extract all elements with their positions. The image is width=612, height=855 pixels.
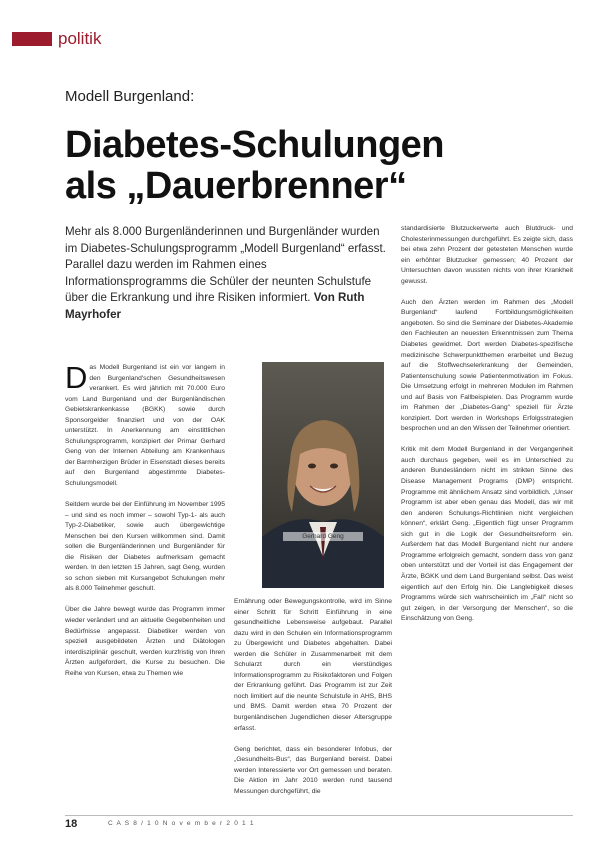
page-number: 18 bbox=[65, 818, 78, 830]
rubric-color-bar bbox=[12, 32, 52, 46]
photo-caption: Gerhard Geng bbox=[283, 532, 363, 541]
headline-line-1: Diabetes-Schulungen bbox=[65, 124, 444, 166]
body-paragraph: Seitdem wurde bei der Einführung im November 1995 – und sind es noch immer – sowohl Typ-1- als auch Typ-2-Diabetiker, sowie auch übergewichtige Menschen bei den Kursen willkommen sind. Damit sollen die Burgenländerinnen und Burgenländer für die Risiken der Diabetes aufmerksam gemacht werden. In den letzten 15 Jahren, sagt Geng, wurden so schon sieben mit Kursangebot Schulungen mehr als 8.000 Teilnehmer geschult. bbox=[65, 501, 225, 593]
article-kicker: Modell Burgenland: bbox=[65, 88, 195, 105]
article-headline bbox=[65, 125, 535, 207]
body-paragraph bbox=[65, 360, 225, 490]
body-column-right bbox=[401, 224, 573, 625]
body-paragraph: Geng berichtet, dass ein besonderer Infobus, der „Gesundheits-Bus“, das Burgenland bereist. Dabei werden Interessierte vor Ort gemessen und beraten. Die Aktion im Jahr 2010 werden rund tausend Messungen durchgeführt, die bbox=[234, 745, 392, 795]
rubric-label: politik bbox=[58, 29, 102, 48]
drop-cap: D bbox=[65, 360, 88, 395]
footer-divider bbox=[65, 815, 573, 816]
body-paragraph: Ernährung oder Bewegungskontrolle, wird im Sinne einer Schritt für Schritt Einführung in eine gesundheitliche Lebensweise aufgebaut. Parallel dazu wird in den Schulen ein Informationsprogramm zu Übergewicht und Diabetes abgehalten. Dabei werden die Schüler in Zusammenarbeit mit dem Schularzt durch ein vierstündiges Informationsprogramm zu Risikofaktoren und Folgen der Erkrankung geführt. Das Programm ist zur Zeit noch limitiert auf die neunte Schulstufe in AHS, BHS und BMS. Damit werden etwa 70 Prozent der burgenländischen Jugendlichen dieser Altersgruppe erfasst. bbox=[234, 598, 392, 732]
lead-text: Mehr als 8.000 Burgenländerinnen und Burgenländer wurden im Diabetes-Schulungsprogramm „Modell Burgenland“ erfasst. Parallel dazu werden im Rahmen eines Informationsprogramms die Schüler der neunten Schulstufe über die Erkrankung und ihre Risiken informiert. bbox=[65, 225, 386, 305]
body-text: as Modell Burgenland ist ein vor langem in den Burgenland'schen Gesundheitswesen verankert. Es wird jährlich mit 70.000 Euro vom Land Burgenland und der Burgenländischen Gebietskrankenkasse (BGKK) sowie durch Sponsorgelder finanziert und von der OAK unterstützt. In Anerkennung am einstittlichen Schulungsprogramm, konzipiert der Primar Gerhard Geng von der Internen Abteilung am Krankenhaus der Barmherzigen Brüder in Eisenstadt dieses bereits auf den Burgenland abgestimmte Diabetes-Schulungsmodell. bbox=[65, 364, 225, 488]
body-column-left bbox=[65, 360, 225, 679]
issue-line: C A S 8 / 1 0 N o v e m b e r 2 0 1 1 bbox=[108, 820, 255, 827]
section-rubric bbox=[12, 30, 101, 48]
body-paragraph: Über die Jahre bewegt wurde das Programm immer wieder verändert und an aktuelle Gegebenheiten und Bedürfnisse angepasst. Diabetiker werden von speziell ausgebildeten Ärzten und Diätologen interdisziplinär geschult, werden kurzfristig von Ihren Ärzten aufgefordert, die Kurse zu besuchen. Die Reihe von Kursen, etwa zu Themen wie bbox=[65, 606, 225, 677]
headline-line-2: als „Dauerbrenner“ bbox=[65, 165, 407, 207]
portrait-photo bbox=[262, 362, 384, 588]
body-paragraph: standardisierte Blutzuckerwerte auch Blutdruck- und Cholesterinmessungen durchgeführt. Es zeigte sich, dass bei etwa zehn Prozent der getesteten Menschen wurde ein erhöhter Blutzucker gemessen; 40 Prozent der Untersuchten davon wussten nichts von ihrer Krankheit gewusst. bbox=[401, 225, 573, 285]
body-paragraph: Auch den Ärzten werden im Rahmen des „Modell Burgenland“ laufend Fortbildungsmöglichkeiten angeboten. So sind die Seminare der Diabetes-Akademie den Fachleuten an neuesten Erkenntnissen zum Thema Diabetes gewidmet. Dort werden Diabetes-spezifische medizinische Schwerpunktthemen erarbeitet und Bezug auf die Stoffwechselerkrankung der Gemeinden, Patientenschulung sowie Patientenmotivation im Fokus. Die Umsetzung erfolgt in mehreren Modulen im Rahmen und auf Basis von Fallbeispielen. Das Programm wurde im Rahmen der „Diabetes-Gang“ speziell für Ärzte konzipiert. Dort werden in Workshops Erfolgsstrategien besprochen und an den Wissen der Teilnehmer orientiert. bbox=[401, 298, 573, 433]
portrait-photo-icon bbox=[262, 362, 384, 588]
body-paragraph: Kritik mit dem Modell Burgenland in der Vergangenheit auch durchaus gegeben, weil es im Unterschied zu anderen Bundesländern nicht im strikten Sinne des Disease Management Programs (DMP) entspricht. Programme mit ähnlichem Ansatz sind vorbildlich. „Unser Programm ist aber eben genau das Modell, das wir mit den anderen Schulungs-Richtlinien nicht vergleichen können“, erklärt Geng. „Eigentlich fügt unser Programm sich gut in die Logik der Gesundheitsreform ein. Außerdem hat das Modell Burgenland nicht nur andere Programme erfolgreich gemacht, sondern dass von ganz oben unterstützt und der Vorteil ist das Engagement der Ärzte, BGKK und dem Land Burgenland selbst. Das weist eigentlich auf den Erfolg hin. Die Langlebigkeit dieses Programms würde sich wahrscheinlich im „Fall“ nicht so gut zeigen, in der Versorgung der Menschen“, so die Einschätzung von Geng. bbox=[401, 446, 573, 623]
body-column-middle bbox=[234, 597, 392, 797]
lead-author: Von Ruth Mayrhofer bbox=[65, 291, 365, 321]
article-lead bbox=[65, 224, 390, 324]
